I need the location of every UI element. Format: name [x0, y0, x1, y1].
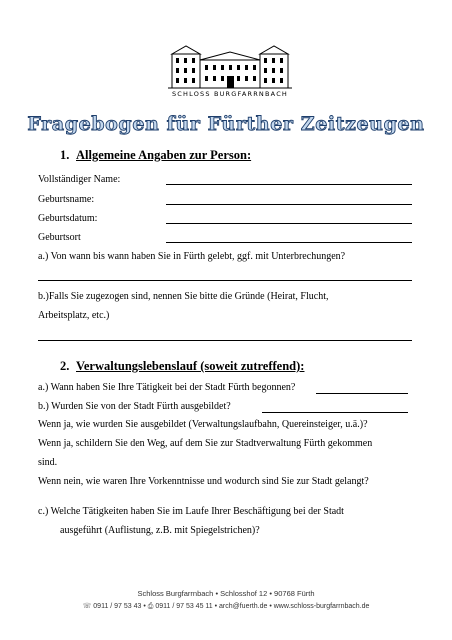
question-2c-line2: ausgeführt (Auflistung, z.B. mit Spiegelstrichen)?	[60, 525, 260, 536]
question-2b-no: Wenn nein, wie waren Ihre Vorkenntnisse und wodurch sind Sie zur Stadt gelangt?	[38, 476, 369, 487]
footer-phone: 0911 / 97 53 43 •	[93, 603, 146, 610]
field-input-birthdate[interactable]	[166, 223, 412, 224]
field-input-name[interactable]	[166, 184, 412, 185]
question-2a: a.) Wann haben Sie Ihre Tätigkeit bei der Stadt Fürth begonnen?	[38, 382, 296, 393]
question-2b-yes-2a: Wenn ja, schildern Sie den Weg, auf dem Sie zur Stadtverwaltung Fürth gekommen	[38, 438, 373, 449]
section-1-heading	[60, 148, 251, 163]
field-input-birthplace[interactable]	[166, 242, 412, 243]
footer-address: Schloss Burgfarrnbach • Schlosshof 12 • 90768 Fürth	[137, 589, 315, 598]
answer-line-1b[interactable]	[38, 340, 412, 341]
answer-line-2b[interactable]	[262, 412, 408, 413]
field-label-name: Vollständiger Name:	[38, 174, 121, 185]
section-2-title: Verwaltungslebenslauf (soweit zutreffend):	[76, 359, 305, 373]
logo-text: SCHLOSS BURGFARRNBACH	[171, 90, 289, 98]
question-2c-line1: c.) Welche Tätigkeiten haben Sie im Laufe Ihrer Beschäftigung bei der Stadt	[38, 506, 344, 517]
question-2b-yes-1: Wenn ja, wie wurden Sie ausgebildet (Verwaltungslaufbahn, Quereinsteiger, u.ä.)?	[38, 419, 368, 430]
section-2-number: 2.	[60, 359, 70, 373]
question-1a: a.) Von wann bis wann haben Sie in Fürth gelebt, ggf. mit Unterbrechungen?	[38, 251, 346, 262]
question-2b-yes-2b: sind.	[38, 457, 58, 468]
footer-contact	[0, 602, 452, 611]
field-input-birthname[interactable]	[166, 204, 412, 205]
section-2-heading	[60, 359, 304, 374]
answer-line-2a[interactable]	[316, 393, 408, 394]
telephone-icon: ☏	[82, 602, 92, 610]
question-2b: b.) Wurden Sie von der Stadt Fürth ausgebildet?	[38, 401, 231, 412]
field-label-birthplace: Geburtsort	[38, 232, 81, 243]
page-title: Fragebogen für Fürther Zeitzeugen	[27, 113, 425, 135]
field-label-birthname: Geburtsname:	[38, 194, 95, 205]
footer-fax-email-web: 0911 / 97 53 45 11 • arch@fuerth.de • www.schloss-burgfarrnbach.de	[155, 603, 370, 610]
field-label-birthdate: Geburtsdatum:	[38, 213, 98, 224]
question-1b-line2: Arbeitsplatz, etc.)	[38, 310, 110, 321]
section-1-number: 1.	[60, 148, 70, 162]
answer-line-1a[interactable]	[38, 280, 412, 281]
fax-icon: ⎙	[147, 602, 154, 610]
question-1b-line1: b.)Falls Sie zugezogen sind, nennen Sie bitte die Gründe (Heirat, Flucht,	[38, 291, 329, 302]
section-1-title: Allgemeine Angaben zur Person:	[76, 148, 252, 162]
